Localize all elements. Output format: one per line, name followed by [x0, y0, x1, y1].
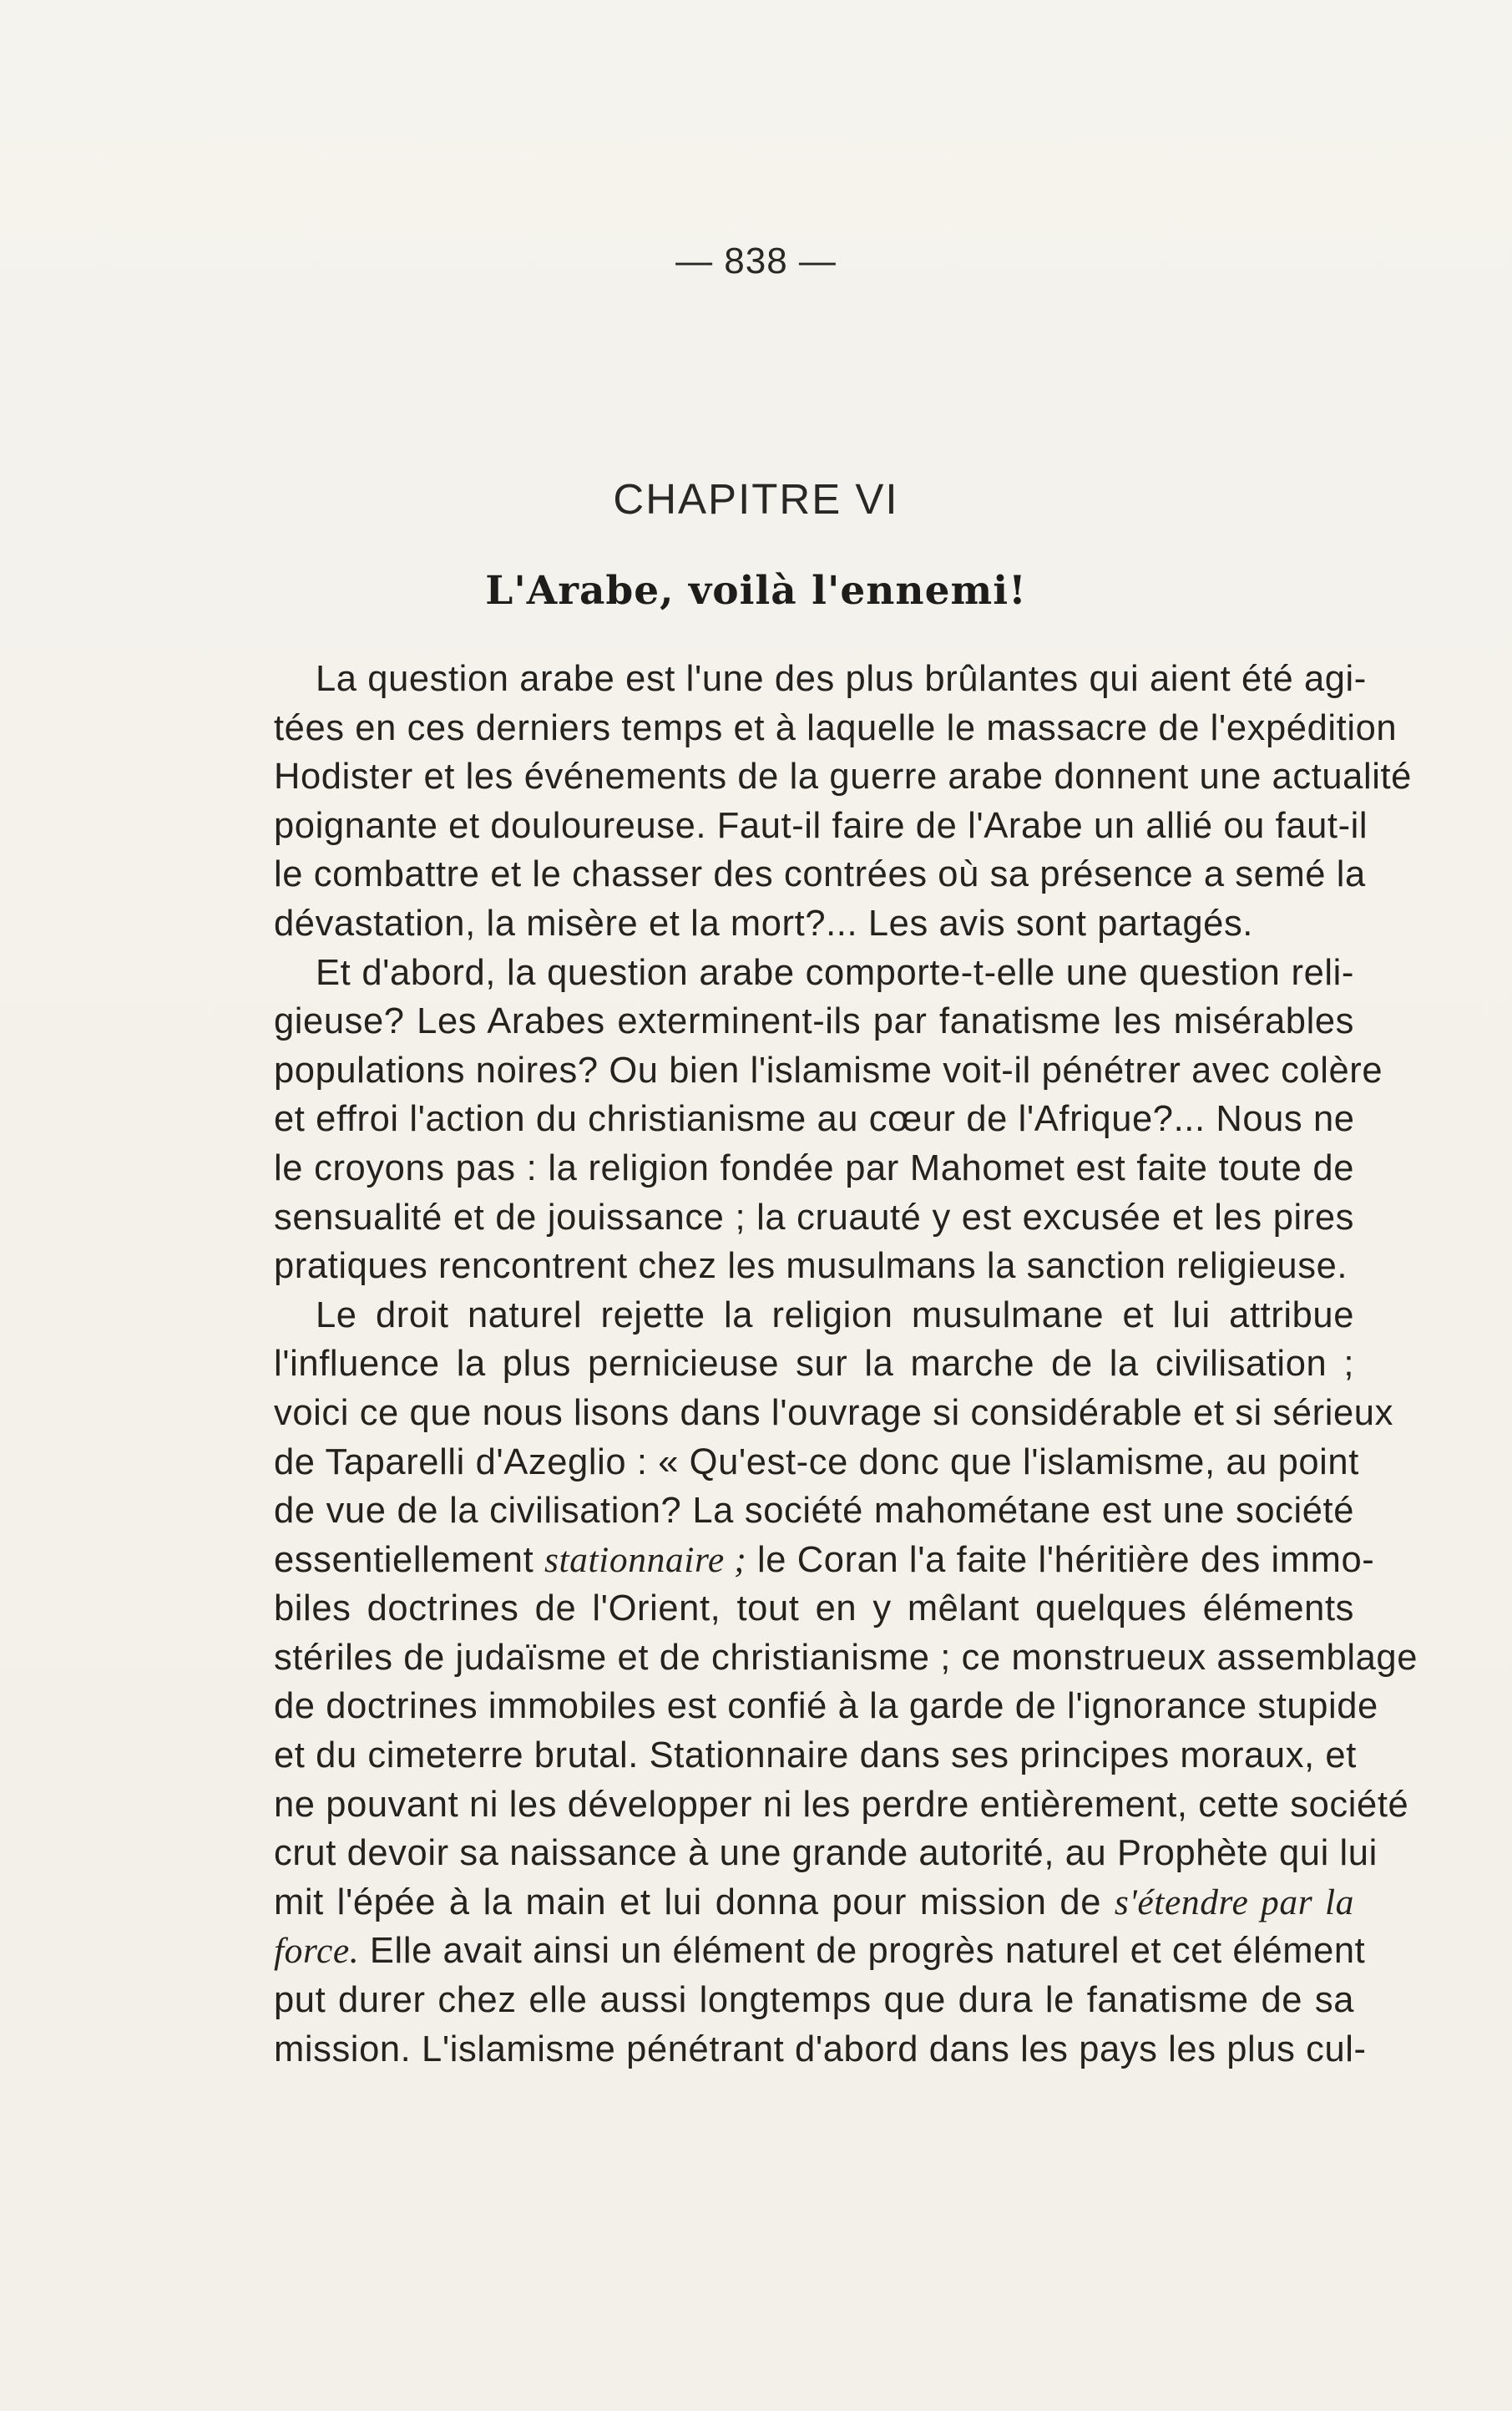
- text-line: mission. L'islamisme pénétrant d'abord dans les pays les plus cul-: [274, 2029, 1367, 2069]
- text-line: La question arabe est l'une des plus brûlantes qui aient été agi-: [316, 659, 1367, 699]
- text-segment: essentiellement: [274, 1539, 544, 1580]
- body-text: [274, 655, 1418, 2074]
- text-line: le croyons pas : la religion fondée par Mahomet est faite toute de: [274, 1147, 1354, 1188]
- text-line-with-italic: [274, 1536, 1375, 1585]
- page-number: — 838 —: [675, 241, 837, 281]
- text-line: de vue de la civilisation? La société mahométane est une société: [274, 1491, 1354, 1532]
- italic-term: stationnaire ;: [544, 1539, 747, 1580]
- paragraph-3: [274, 1291, 1418, 2074]
- text-line: l'influence la plus pernicieuse sur la marche de la civilisation ;: [274, 1344, 1354, 1385]
- text-line: populations noires? Ou bien l'islamisme voit-il pénétrer avec colère: [274, 1050, 1383, 1091]
- text-line: gieuse? Les Arabes exterminent-ils par fanatisme les misérables: [274, 1001, 1354, 1042]
- text-line: tées en ces derniers temps et à laquelle le massacre de l'expédition: [274, 707, 1398, 748]
- italic-phrase: s'étendre par la: [1114, 1882, 1354, 1922]
- chapter-heading: CHAPITRE VI: [613, 475, 899, 523]
- text-line: de Taparelli d'Azeglio : « Qu'est-ce donc que l'islamisme, au point: [274, 1441, 1359, 1482]
- text-line: pratiques rencontrent chez les musulmans la sanction religieuse.: [274, 1246, 1348, 1287]
- text-line: voici ce que nous lisons dans l'ouvrage si considérable et si sérieux: [274, 1392, 1393, 1433]
- text-line: put durer chez elle aussi longtemps que dura le fanatisme de sa: [274, 1980, 1354, 2021]
- chapter-subtitle: L'Arabe, voilà l'ennemi!: [485, 568, 1027, 614]
- text-line: et du cimeterre brutal. Stationnaire dans ses principes moraux, et: [274, 1735, 1357, 1776]
- text-line: et effroi l'action du christianisme au cœur de l'Afrique?... Nous ne: [274, 1099, 1355, 1140]
- italic-phrase: force.: [274, 1931, 360, 1972]
- text-line: Et d'abord, la question arabe comporte-t-elle une question reli-: [316, 952, 1354, 993]
- paragraph-2: [274, 949, 1383, 1291]
- text-line: biles doctrines de l'Orient, tout en y mêlant quelques éléments: [274, 1588, 1354, 1629]
- text-line: crut devoir sa naissance à une grande autorité, au Prophète qui lui: [274, 1833, 1378, 1874]
- text-line: dévastation, la misère et la mort?... Les avis sont partagés.: [274, 903, 1253, 944]
- text-line: de doctrines immobiles est confié à la garde de l'ignorance stupide: [274, 1686, 1378, 1727]
- text-line: Le droit naturel rejette la religion musulmane et lui attribue: [316, 1294, 1354, 1335]
- text-line-with-italic: [274, 1927, 1366, 1976]
- text-line: sensualité et de jouissance ; la cruauté y est excusée et les pires: [274, 1197, 1354, 1238]
- text-line: le combattre et le chasser des contrées où sa présence a semé la: [274, 854, 1366, 895]
- text-line: ne pouvant ni les développer ni les perdre entièrement, cette société: [274, 1784, 1409, 1825]
- text-segment: mit l'épée à la main et lui donna pour mission de: [274, 1882, 1115, 1922]
- text-segment: Elle avait ainsi un élément de progrès naturel et cet élément: [359, 1931, 1366, 1972]
- text-line: poignante et douloureuse. Faut-il faire de l'Arabe un allié ou faut-il: [274, 805, 1368, 846]
- text-line: stériles de judaïsme et de christianisme ; ce monstrueux assemblage: [274, 1637, 1418, 1678]
- text-line: Hodister et les événements de la guerre arabe donnent une actualité: [274, 757, 1412, 798]
- text-line-with-italic: [274, 1878, 1354, 1927]
- text-segment: le Coran l'a faite l'héritière des immo-: [746, 1539, 1375, 1580]
- paragraph-1: [274, 655, 1412, 949]
